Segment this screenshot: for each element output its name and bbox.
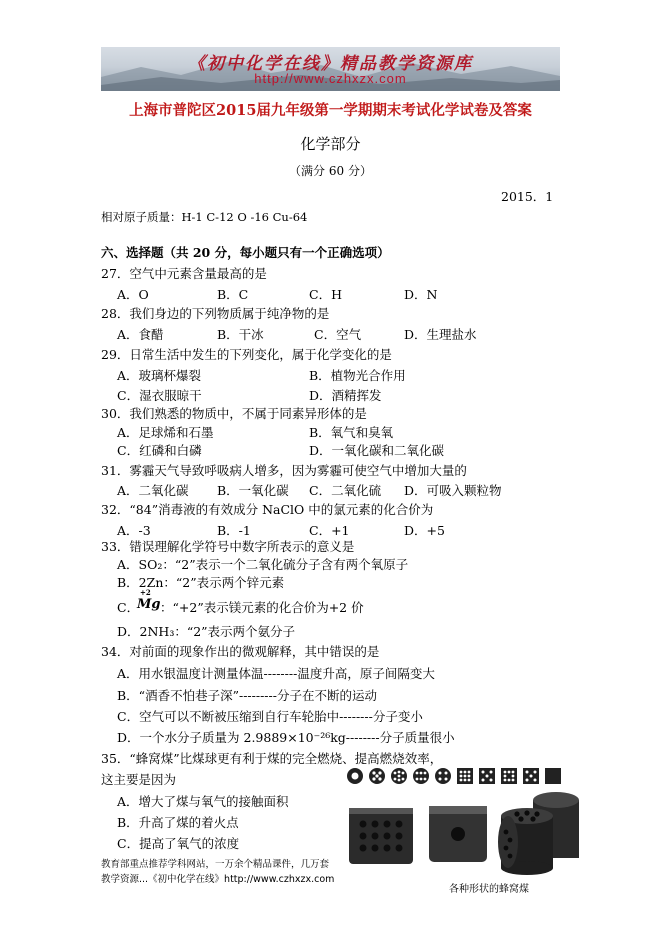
q29-option-b: B．植物光合作用	[309, 368, 406, 383]
q30-option-c: C．红磷和白磷	[117, 443, 202, 458]
q29-option-c: C．湿衣服晾干	[117, 388, 202, 403]
coal-cylinders	[498, 792, 579, 875]
q28-option-b: B．干冰	[217, 327, 264, 342]
question-33-stem: 33．错误理解化学符号中数字所表示的意义是	[101, 539, 355, 554]
q34-option-d: D．一个水分子质量为 2.9889×10⁻²⁶kg--------分子质量很小	[117, 730, 455, 745]
mg-charge: +2	[140, 588, 151, 597]
q32-option-c: C．+1	[309, 523, 350, 538]
q35-option-c: C．提高了氧气的浓度	[117, 836, 240, 851]
question-31-stem: 31．雾霾天气导致呼吸病人增多，因为雾霾可使空气中增加大量的	[101, 463, 467, 478]
question-30-stem: 30．我们熟悉的物质中，不属于同素异形体的是	[101, 406, 367, 421]
atomic-mass: 相对原子质量：H-1 C-12 O -16 Cu-64	[101, 210, 308, 224]
q29-option-d: D．酒精挥发	[309, 388, 382, 403]
q33-option-b: B．2Zn：“2”表示两个锌元素	[117, 575, 285, 590]
question-28-stem: 28．我们身边的下列物质属于纯净物的是	[101, 306, 330, 321]
question-35-stem-cont: 这主要是因为	[101, 772, 177, 787]
figure-caption: 各种形状的蜂窝煤	[449, 884, 529, 895]
coal-block-square	[349, 808, 413, 864]
q30-option-d: D．一氧化碳和二氧化碳	[309, 443, 445, 458]
honeycomb-coal-illustration	[345, 764, 585, 894]
score-note: （满分 60 分）	[289, 164, 372, 178]
q33-option-c-label: C．	[117, 600, 140, 615]
q31-option-a: A．二氧化碳	[117, 483, 189, 498]
exam-date: 2015．1	[501, 189, 554, 204]
question-32-stem: 32．“84”消毒液的有效成分 NaClO 中的氯元素的化合价为	[101, 502, 434, 517]
mg-symbol: Mg	[137, 597, 161, 612]
q27-option-b: B．C	[217, 287, 249, 302]
q35-option-a: A．增大了煤与氧气的接触面积	[117, 794, 289, 809]
q28-option-a: A．食醋	[117, 327, 164, 342]
q31-option-b: B．一氧化碳	[217, 483, 289, 498]
q30-option-b: B．氧气和臭氧	[309, 425, 394, 440]
q34-option-b: B．“酒香不怕巷子深”---------分子在不断的运动	[117, 688, 377, 703]
q33-option-a: A．SO₂：“2”表示一个二氧化硫分子含有两个氧原子	[117, 557, 409, 572]
q29-option-a: A．玻璃杯爆裂	[117, 368, 202, 383]
question-34-stem: 34．对前面的现象作出的微观解释，其中错误的是	[101, 644, 380, 659]
footer-line-2: 教学资源...《初中化学在线》http://www.czhxzx.com	[101, 874, 335, 885]
footer-line-1: 教育部重点推荐学科网站，一万余个精品课件，几万套	[101, 859, 330, 870]
q31-option-c: C．二氧化硫	[309, 483, 382, 498]
part-title: 化学部分	[300, 135, 361, 153]
q32-option-b: B．-1	[217, 523, 251, 538]
q34-option-a: A．用水银温度计测量体温--------温度升高，原子间隔变大	[117, 666, 435, 681]
question-29-stem: 29．日常生活中发生的下列变化，属于化学变化的是	[101, 347, 392, 362]
q27-option-d: D．N	[404, 287, 438, 302]
question-35-stem: 35．“蜂窝煤”比煤球更有利于煤的完全燃烧、提高燃烧效率，	[101, 751, 443, 766]
page-title: 上海市普陀区2015届九年级第一学期期末考试化学试卷及答案	[129, 102, 532, 119]
q30-option-a: A．足球烯和石墨	[117, 425, 214, 440]
q34-option-c: C．空气可以不断被压缩到自行车轮胎中--------分子变小	[117, 709, 423, 724]
q35-option-b: B．升高了煤的着火点	[117, 815, 239, 830]
q27-option-a: A．O	[117, 287, 149, 302]
q27-option-c: C．H	[309, 287, 342, 302]
q28-option-c: C．空气	[314, 327, 362, 342]
banner-title: 《初中化学在线》精品教学资源库	[188, 54, 473, 74]
section-heading: 六、选择题（共 20 分，每小题只有一个正确选项）	[101, 245, 390, 260]
q33-option-d: D．2NH₃：“2”表示两个氨分子	[117, 624, 296, 639]
q32-option-d: D．+5	[404, 523, 445, 538]
q32-option-a: A．-3	[117, 523, 151, 538]
coal-pattern-icons	[347, 768, 561, 784]
q33-option-c: ：“+2”表示镁元素的化合价为+2 价	[160, 600, 364, 615]
header-banner	[101, 47, 560, 91]
q31-option-d: D．可吸入颗粒物	[404, 483, 502, 498]
question-27-stem: 27．空气中元素含量最高的是	[101, 266, 267, 281]
coal-block-single-hole	[429, 806, 487, 862]
banner-url[interactable]: http://www.czhxzx.com	[254, 71, 407, 86]
q28-option-d: D．生理盐水	[404, 327, 477, 342]
